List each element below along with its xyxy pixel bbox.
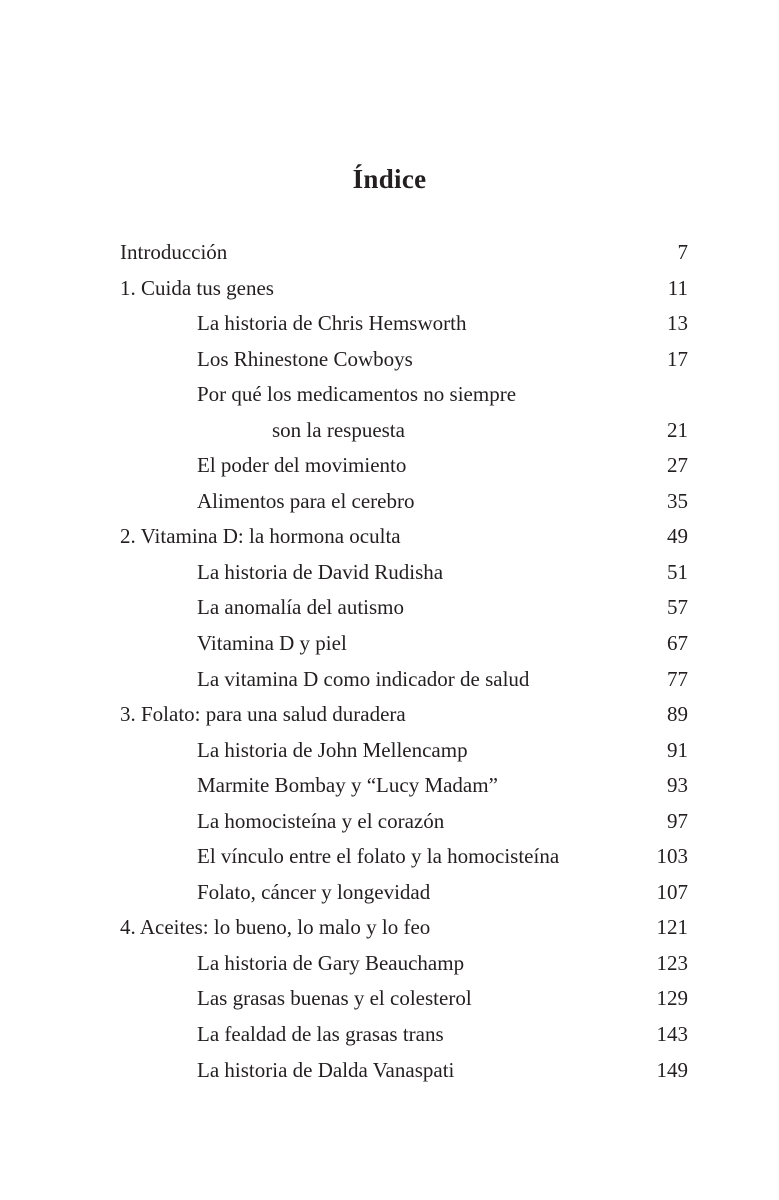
toc-section-row[interactable] — [0, 981, 779, 1017]
toc-page-number: 27 — [667, 453, 688, 478]
toc-chapter-row[interactable] — [0, 519, 779, 555]
toc-page-number: 143 — [656, 1022, 688, 1047]
toc-section-row[interactable] — [0, 306, 779, 342]
toc-page-number: 7 — [677, 240, 688, 264]
toc-entry-title: Introducción — [120, 240, 228, 264]
toc-page-number: 13 — [667, 311, 688, 336]
toc-entry-title: son la respuesta — [272, 417, 405, 442]
toc-page-number: 57 — [667, 595, 688, 620]
toc-section-row[interactable] — [0, 1017, 779, 1053]
toc-entry-title: Alimentos para el cerebro — [197, 488, 415, 513]
toc-entry-title: La historia de David Rudisha — [197, 559, 444, 584]
toc-section-row[interactable] — [0, 626, 779, 662]
toc-entry-title: El vínculo entre el folato y la homocisteína — [197, 844, 560, 869]
toc-section-row[interactable] — [0, 484, 779, 520]
toc-page-number: 67 — [667, 631, 688, 656]
toc-chapter-row[interactable] — [0, 697, 779, 733]
toc-entry-title: La historia de Dalda Vanaspati — [197, 1057, 455, 1082]
table-of-contents — [0, 235, 779, 1088]
toc-entry-title: Folato, cáncer y longevidad — [197, 879, 431, 904]
toc-page-number: 11 — [667, 275, 688, 300]
toc-section-row[interactable] — [0, 875, 779, 911]
toc-page-number: 123 — [656, 950, 688, 975]
toc-entry-title: Los Rhinestone Cowboys — [197, 346, 413, 371]
toc-section-row[interactable] — [0, 590, 779, 626]
toc-entry-title: Las grasas buenas y el colesterol — [197, 986, 472, 1011]
toc-section-row[interactable] — [0, 733, 779, 769]
toc-page-number: 121 — [656, 915, 688, 940]
toc-section-row[interactable] — [0, 448, 779, 484]
toc-page-number: 49 — [667, 524, 688, 549]
toc-page-number: 97 — [667, 808, 688, 833]
toc-section-row[interactable] — [0, 555, 779, 591]
toc-entry-title: 1. Cuida tus genes — [120, 275, 274, 300]
toc-section-row[interactable] — [0, 839, 779, 875]
toc-chapter-row[interactable] — [0, 271, 779, 307]
toc-section-row[interactable] — [0, 768, 779, 804]
toc-page-number: 17 — [667, 346, 688, 371]
page-title: Índice — [352, 164, 427, 195]
toc-page-number: 103 — [656, 844, 688, 869]
toc-entry-title: 2. Vitamina D: la hormona oculta — [120, 524, 401, 549]
toc-section-row[interactable] — [0, 804, 779, 840]
toc-section-row[interactable] — [0, 662, 779, 698]
toc-entry-title: Por qué los medicamentos no siempre — [197, 382, 517, 407]
toc-section-row[interactable] — [0, 1053, 779, 1089]
toc-chapter-row[interactable] — [0, 235, 779, 271]
toc-section-row[interactable] — [0, 377, 779, 413]
toc-section-row[interactable] — [0, 946, 779, 982]
toc-page-number: 149 — [656, 1057, 688, 1082]
toc-entry-title: La historia de Chris Hemsworth — [197, 311, 467, 336]
toc-page-number: 129 — [656, 986, 688, 1011]
toc-page-number: 77 — [667, 666, 688, 691]
toc-entry-title: El poder del movimiento — [197, 453, 407, 478]
toc-entry-title: 4. Aceites: lo bueno, lo malo y lo feo — [120, 915, 431, 940]
toc-entry-title: 3. Folato: para una salud duradera — [120, 702, 406, 727]
toc-section-row[interactable] — [0, 413, 779, 449]
toc-page-number: 35 — [667, 488, 688, 513]
toc-entry-title: Marmite Bombay y “Lucy Madam” — [197, 773, 498, 798]
toc-page-number: 107 — [656, 879, 688, 904]
toc-entry-title: Vitamina D y piel — [197, 631, 347, 656]
toc-page-number: 89 — [667, 702, 688, 727]
toc-entry-title: La anomalía del autismo — [197, 595, 405, 620]
toc-entry-title: La vitamina D como indicador de salud — [197, 666, 530, 691]
toc-entry-title: La homocisteína y el corazón — [197, 808, 445, 833]
toc-chapter-row[interactable] — [0, 910, 779, 946]
toc-section-row[interactable] — [0, 342, 779, 378]
toc-page-number: 93 — [667, 773, 688, 798]
toc-page-number: 91 — [667, 737, 688, 762]
toc-entry-title: La historia de John Mellencamp — [197, 737, 468, 762]
toc-entry-title: La historia de Gary Beauchamp — [197, 950, 465, 975]
toc-page-number: 51 — [667, 559, 688, 584]
toc-page-number: 21 — [667, 417, 688, 442]
toc-entry-title: La fealdad de las grasas trans — [197, 1022, 444, 1047]
